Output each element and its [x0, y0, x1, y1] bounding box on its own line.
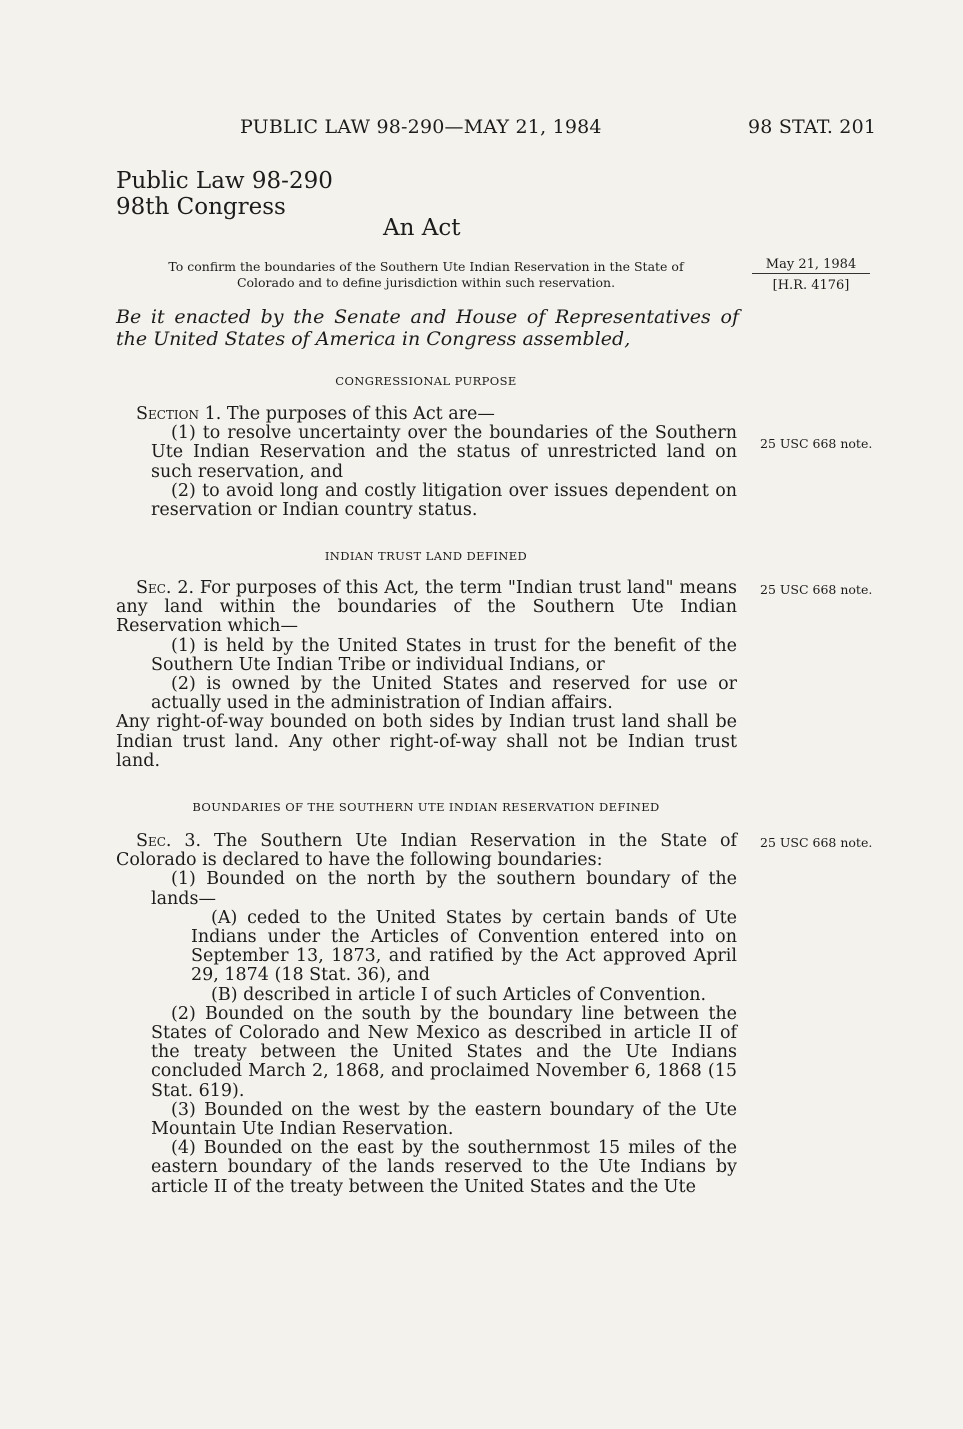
enacting-clause: Be it enacted by the Senate and House of Representatives of the United States of America in Congress assembled,: [116, 306, 739, 350]
section-1-paragraph-2: (2) to avoid long and costly litigation over issues dependent on reservation or Indian country status.: [151, 480, 737, 521]
law-title-block: [116, 168, 333, 220]
section-heading-congressional-purpose: CONGRESSIONAL PURPOSE: [335, 374, 517, 388]
margin-note-section-3: 25 USC 668 note.: [760, 835, 873, 850]
law-number: Public Law 98-290: [116, 168, 333, 194]
bill-number: [H.R. 4176]: [772, 278, 850, 293]
section-2-intro: [116, 579, 737, 637]
enactment-date: May 21, 1984: [752, 257, 870, 274]
section-3-subparagraph-a: (A) ceded to the United States by certain bands of Ute Indians under the Articles of Convention entered into on September 13, 1873, and ratified by the Act approved April 29, 1874 (18 Stat. 36), and: [191, 907, 737, 986]
congress-number: 98th Congress: [116, 194, 286, 220]
section-2-paragraph-1: (1) is held by the United States in trust for the benefit of the Southern Ute Indian Tribe or individual Indians, or: [151, 635, 737, 675]
section-1: [116, 405, 737, 520]
section-1-intro: [116, 405, 737, 424]
section-1-paragraph-1: (1) to resolve uncertainty over the boundaries of the Southern Ute Indian Reservation and the status of unrestricted land on such reservation, and: [151, 423, 737, 482]
section-2-text: 2. For purposes of this Act, the term "Indian trust land" means any land within the boundaries of the Southern Ute Indian Reservation which—: [116, 578, 737, 637]
stat-page-number: 98 STAT. 201: [748, 116, 877, 138]
section-3-text: 3. The Southern Ute Indian Reservation in the State of Colorado is declared to have the following boundaries:: [116, 831, 737, 871]
section-heading-boundaries: BOUNDARIES OF THE SOUTHERN UTE INDIAN RESERVATION DEFINED: [192, 800, 660, 814]
section-2-paragraph-2: (2) is owned by the United States and reserved for use or actually used in the administration of Indian affairs.: [151, 674, 737, 714]
running-head: PUBLIC LAW 98-290—MAY 21, 1984: [240, 116, 602, 138]
purpose-line-2: Colorado and to define jurisdiction within such reservation.: [236, 275, 616, 290]
section-heading-indian-trust-land: INDIAN TRUST LAND DEFINED: [324, 549, 528, 563]
section-2-right-of-way: Any right-of-way bounded on both sides by Indian trust land shall be Indian trust land. Any other right-of-way shall not be Indian trust land.: [116, 712, 737, 771]
section-2-label: Sec.: [136, 578, 172, 598]
section-3-paragraph-4: (4) Bounded on the east by the southernmost 15 miles of the eastern boundary of the lands reserved to the Ute Indians by article II of the treaty between the United States and the Ute: [151, 1138, 737, 1197]
purpose-line-1: To confirm the boundaries of the Southern Ute Indian Reservation in the State of: [168, 259, 684, 274]
margin-note-section-2: 25 USC 668 note.: [760, 582, 873, 597]
section-3-intro: [116, 832, 737, 870]
section-3: [116, 832, 737, 1197]
margin-note-section-1: 25 USC 668 note.: [760, 436, 873, 451]
section-2: [116, 579, 737, 771]
purpose-statement: [113, 259, 739, 291]
section-3-paragraph-3: (3) Bounded on the west by the eastern boundary of the Ute Mountain Ute Indian Reservation.: [151, 1099, 737, 1140]
section-1-label: Section: [136, 404, 200, 424]
section-3-paragraph-1: (1) Bounded on the north by the southern boundary of the lands—: [151, 869, 737, 909]
section-3-paragraph-2: (2) Bounded on the south by the boundary line between the States of Colorado and New Mexico as described in article II of the treaty between the United States and the Ute Indians concluded March 2, 1868, and proclaimed November 6, 1868 (15 Stat. 619).: [151, 1003, 737, 1101]
section-3-label: Sec.: [136, 831, 172, 851]
an-act-heading: An Act: [383, 215, 461, 241]
section-3-subparagraph-b: (B) described in article I of such Articles of Convention.: [211, 984, 707, 1005]
section-1-text: 1. The purposes of this Act are—: [199, 404, 495, 424]
